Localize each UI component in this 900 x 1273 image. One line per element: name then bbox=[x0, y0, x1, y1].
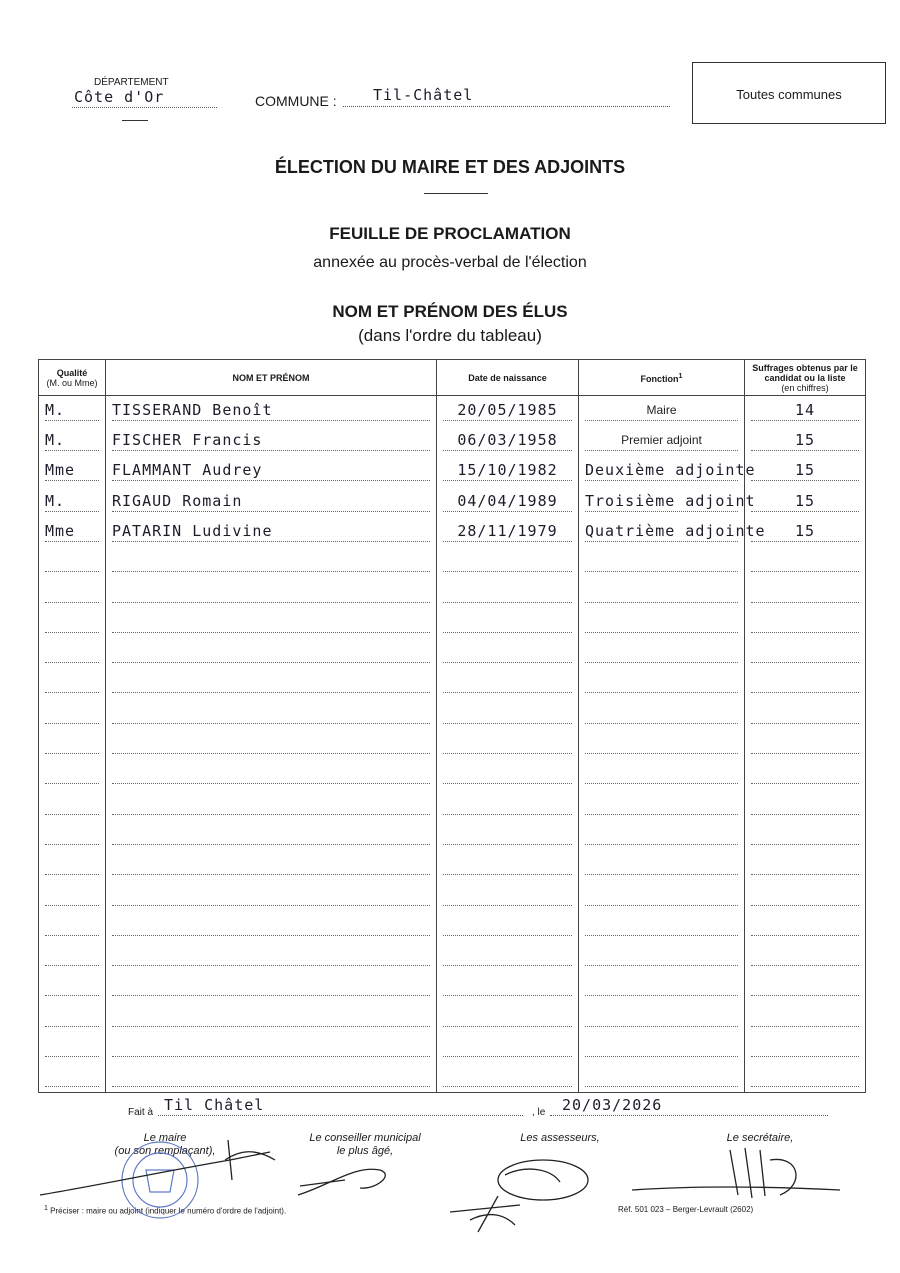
cell-qualite bbox=[39, 456, 106, 486]
commune-label: COMMUNE : bbox=[255, 93, 337, 109]
dotted-line bbox=[443, 1034, 572, 1057]
date-value: 15/10/1982 bbox=[443, 458, 572, 481]
cell-suffrages-empty bbox=[745, 1032, 866, 1062]
table-row bbox=[39, 517, 866, 547]
cell-fonction-empty bbox=[579, 911, 745, 941]
cell-qualite-empty bbox=[39, 850, 106, 880]
cell-nom bbox=[106, 517, 437, 547]
dotted-line bbox=[45, 731, 99, 754]
dotted-line bbox=[112, 701, 430, 724]
cell-suffrages bbox=[745, 456, 866, 486]
cell-nom-empty bbox=[106, 941, 437, 971]
dotted-line bbox=[751, 1034, 859, 1057]
cell-suffrages-empty bbox=[745, 820, 866, 850]
dotted-line bbox=[443, 792, 572, 815]
dotted-line bbox=[112, 549, 430, 572]
cell-fonction-empty bbox=[579, 971, 745, 1001]
dotted-line bbox=[443, 731, 572, 754]
cell-qualite-empty bbox=[39, 698, 106, 728]
cell-suffrages-empty bbox=[745, 638, 866, 668]
cell-date-empty bbox=[437, 638, 579, 668]
suffrages-value: 15 bbox=[751, 458, 859, 481]
secretaire-signature-label: Le secrétaire, bbox=[726, 1132, 794, 1144]
cell-date bbox=[437, 517, 579, 547]
dotted-line bbox=[112, 610, 430, 633]
dotted-line bbox=[112, 883, 430, 906]
cell-date bbox=[437, 426, 579, 456]
secretaire-signature bbox=[632, 1148, 840, 1198]
dotted-line bbox=[112, 1004, 430, 1027]
table-row-empty bbox=[39, 577, 866, 607]
table-row bbox=[39, 456, 866, 486]
cell-fonction-empty bbox=[579, 577, 745, 607]
dotted-line bbox=[443, 943, 572, 966]
dotted-line bbox=[45, 670, 99, 693]
qualite-value: Mme bbox=[45, 519, 99, 542]
title-divider bbox=[424, 193, 488, 194]
cell-fonction-empty bbox=[579, 729, 745, 759]
cell-nom-empty bbox=[106, 759, 437, 789]
dotted-line bbox=[585, 731, 738, 754]
nom-value: TISSERAND Benoît bbox=[112, 398, 430, 421]
dotted-line bbox=[443, 670, 572, 693]
conseiller-signature-label: Le conseiller municipal le plus âgé, bbox=[309, 1132, 421, 1157]
cell-nom-empty bbox=[106, 820, 437, 850]
dotted-line bbox=[585, 1004, 738, 1027]
cell-fonction bbox=[579, 426, 745, 456]
fonction-value: Deuxième adjointe bbox=[585, 458, 738, 481]
dotted-line bbox=[751, 580, 859, 603]
fonction-value: Maire bbox=[585, 398, 738, 421]
dotted-line bbox=[443, 973, 572, 996]
cell-suffrages-empty bbox=[745, 941, 866, 971]
cell-nom-empty bbox=[106, 880, 437, 910]
dotted-line bbox=[443, 701, 572, 724]
cell-nom-empty bbox=[106, 1032, 437, 1062]
cell-suffrages-empty bbox=[745, 880, 866, 910]
nom-value: FLAMMANT Audrey bbox=[112, 458, 430, 481]
cell-suffrages-empty bbox=[745, 789, 866, 819]
qualite-value: M. bbox=[45, 489, 99, 512]
cell-date-empty bbox=[437, 789, 579, 819]
dotted-line bbox=[112, 822, 430, 845]
dotted-line bbox=[443, 1064, 572, 1087]
cell-fonction-empty bbox=[579, 850, 745, 880]
table-row-empty bbox=[39, 729, 866, 759]
table-row-empty bbox=[39, 850, 866, 880]
cell-suffrages-empty bbox=[745, 759, 866, 789]
toutes-communes-box: Toutes communes bbox=[692, 62, 886, 124]
dotted-line bbox=[751, 549, 859, 572]
cell-suffrages-empty bbox=[745, 577, 866, 607]
cell-suffrages-empty bbox=[745, 850, 866, 880]
dotted-line bbox=[751, 1064, 859, 1087]
cell-suffrages-empty bbox=[745, 1001, 866, 1031]
dotted-line bbox=[45, 549, 99, 572]
dotted-line bbox=[112, 640, 430, 663]
cell-nom-empty bbox=[106, 547, 437, 577]
dotted-line bbox=[45, 1004, 99, 1027]
dotted-line bbox=[45, 792, 99, 815]
dotted-line bbox=[45, 1034, 99, 1057]
table-row-empty bbox=[39, 638, 866, 668]
qualite-value: M. bbox=[45, 398, 99, 421]
cell-fonction bbox=[579, 456, 756, 486]
dotted-line bbox=[112, 913, 430, 936]
cell-date bbox=[437, 456, 579, 486]
document-title: ÉLECTION DU MAIRE ET DES ADJOINTS bbox=[274, 157, 626, 177]
table-row-empty bbox=[39, 911, 866, 941]
dotted-line bbox=[751, 852, 859, 875]
cell-date-empty bbox=[437, 668, 579, 698]
table-row-empty bbox=[39, 971, 866, 1001]
table-row bbox=[39, 486, 866, 516]
cell-qualite bbox=[39, 426, 106, 456]
dotted-line bbox=[751, 610, 859, 633]
header-fonction: Fonction$^1$ bbox=[579, 360, 745, 396]
footnote: $^1$ Préciser : maire ou adjoint (indiquer le numéro d'ordre de l'adjoint). bbox=[44, 1205, 287, 1216]
cell-fonction-empty bbox=[579, 820, 745, 850]
dotted-line bbox=[45, 913, 99, 936]
dotted-line bbox=[751, 822, 859, 845]
cell-fonction-empty bbox=[579, 547, 745, 577]
cell-nom-empty bbox=[106, 971, 437, 1001]
dotted-line bbox=[751, 701, 859, 724]
cell-date-empty bbox=[437, 1062, 579, 1092]
dotted-line bbox=[751, 731, 859, 754]
elected-officials-table bbox=[38, 359, 866, 1093]
table-row-empty bbox=[39, 1062, 866, 1092]
cell-nom-empty bbox=[106, 1001, 437, 1031]
dotted-line bbox=[45, 822, 99, 845]
cell-suffrages bbox=[745, 426, 866, 456]
dotted-line bbox=[45, 1064, 99, 1087]
cell-qualite-empty bbox=[39, 668, 106, 698]
assesseur-signature bbox=[450, 1160, 588, 1232]
dotted-line bbox=[443, 913, 572, 936]
cell-qualite-empty bbox=[39, 911, 106, 941]
cell-date bbox=[437, 396, 579, 426]
cell-suffrages-empty bbox=[745, 971, 866, 1001]
dotted-line bbox=[751, 973, 859, 996]
conseiller-signature bbox=[298, 1169, 385, 1195]
dotted-line bbox=[45, 701, 99, 724]
cell-date-empty bbox=[437, 698, 579, 728]
cell-fonction-empty bbox=[579, 638, 745, 668]
cell-nom-empty bbox=[106, 638, 437, 668]
qualite-value: Mme bbox=[45, 458, 99, 481]
dotted-line bbox=[112, 852, 430, 875]
dotted-line bbox=[45, 610, 99, 633]
cell-date-empty bbox=[437, 577, 579, 607]
cell-nom bbox=[106, 456, 437, 486]
cell-qualite-empty bbox=[39, 547, 106, 577]
cell-nom-empty bbox=[106, 577, 437, 607]
table-row-empty bbox=[39, 698, 866, 728]
cell-fonction-empty bbox=[579, 608, 745, 638]
dotted-line bbox=[112, 1034, 430, 1057]
cell-date-empty bbox=[437, 911, 579, 941]
cell-suffrages bbox=[745, 396, 866, 426]
dotted-line bbox=[585, 852, 738, 875]
nom-value: PATARIN Ludivine bbox=[112, 519, 430, 542]
date-value: 28/11/1979 bbox=[443, 519, 572, 542]
cell-suffrages-empty bbox=[745, 547, 866, 577]
dotted-line bbox=[112, 792, 430, 815]
cell-suffrages-empty bbox=[745, 1062, 866, 1092]
fait-a-value: Til Châtel bbox=[158, 1096, 523, 1116]
section-title: NOM ET PRÉNOM DES ÉLUS bbox=[332, 302, 568, 321]
header-date: Date de naissance bbox=[437, 360, 579, 396]
cell-date-empty bbox=[437, 759, 579, 789]
cell-qualite-empty bbox=[39, 820, 106, 850]
cell-fonction bbox=[579, 396, 745, 426]
fait-a-label: Fait à bbox=[128, 1107, 154, 1118]
sheet-subtitle: annexée au procès-verbal de l'élection bbox=[313, 254, 587, 271]
cell-qualite-empty bbox=[39, 638, 106, 668]
cell-fonction bbox=[579, 517, 766, 547]
date-value: 04/04/1989 bbox=[443, 489, 572, 512]
cell-nom bbox=[106, 486, 437, 516]
cell-fonction-empty bbox=[579, 1062, 745, 1092]
departement-divider bbox=[122, 120, 148, 121]
dotted-line bbox=[585, 973, 738, 996]
dotted-line bbox=[443, 761, 572, 784]
cell-fonction-empty bbox=[579, 941, 745, 971]
cell-nom bbox=[106, 426, 437, 456]
table-header-row bbox=[39, 360, 866, 396]
suffrages-value: 15 bbox=[751, 489, 859, 512]
header-suffrages: Suffrages obtenus par le candidat ou la liste (en chiffres) bbox=[745, 360, 866, 396]
dotted-line bbox=[585, 701, 738, 724]
cell-date-empty bbox=[437, 941, 579, 971]
cell-qualite-empty bbox=[39, 1062, 106, 1092]
table-row-empty bbox=[39, 668, 866, 698]
dotted-line bbox=[585, 761, 738, 784]
table-row-empty bbox=[39, 1032, 866, 1062]
dotted-line bbox=[443, 640, 572, 663]
dotted-line bbox=[112, 731, 430, 754]
cell-nom-empty bbox=[106, 850, 437, 880]
cell-date-empty bbox=[437, 850, 579, 880]
cell-date-empty bbox=[437, 820, 579, 850]
cell-qualite bbox=[39, 486, 106, 516]
date-value: 20/03/2026 bbox=[550, 1096, 828, 1116]
dotted-line bbox=[751, 792, 859, 815]
cell-date-empty bbox=[437, 880, 579, 910]
dotted-line bbox=[751, 761, 859, 784]
sheet-title: FEUILLE DE PROCLAMATION bbox=[329, 224, 571, 243]
dotted-line bbox=[585, 822, 738, 845]
cell-qualite-empty bbox=[39, 729, 106, 759]
cell-fonction-empty bbox=[579, 1032, 745, 1062]
cell-fonction-empty bbox=[579, 698, 745, 728]
dotted-line bbox=[585, 943, 738, 966]
table-body bbox=[39, 396, 866, 1093]
table-row-empty bbox=[39, 1001, 866, 1031]
dotted-line bbox=[112, 670, 430, 693]
dotted-line bbox=[112, 580, 430, 603]
dotted-line bbox=[45, 580, 99, 603]
table-row-empty bbox=[39, 759, 866, 789]
dotted-line bbox=[751, 670, 859, 693]
dotted-line bbox=[443, 852, 572, 875]
cell-qualite-empty bbox=[39, 1001, 106, 1031]
section-subtitle: (dans l'ordre du tableau) bbox=[358, 326, 542, 345]
dotted-line bbox=[751, 913, 859, 936]
dotted-line bbox=[443, 610, 572, 633]
date-label: , le bbox=[532, 1107, 546, 1118]
fonction-value: Troisième adjoint bbox=[585, 489, 738, 512]
fonction-value: Premier adjoint bbox=[585, 428, 738, 451]
dotted-line bbox=[443, 883, 572, 906]
dotted-line bbox=[45, 852, 99, 875]
cell-qualite bbox=[39, 517, 106, 547]
cell-date-empty bbox=[437, 1001, 579, 1031]
cell-fonction-empty bbox=[579, 759, 745, 789]
dotted-line bbox=[45, 640, 99, 663]
maire-signature-label: Le maire (ou son remplaçant), bbox=[114, 1132, 216, 1157]
nom-value: FISCHER Francis bbox=[112, 428, 430, 451]
date-value: 06/03/1958 bbox=[443, 428, 572, 451]
cell-nom-empty bbox=[106, 789, 437, 819]
dotted-line bbox=[585, 670, 738, 693]
table-row-empty bbox=[39, 941, 866, 971]
cell-fonction-empty bbox=[579, 789, 745, 819]
cell-nom-empty bbox=[106, 729, 437, 759]
cell-nom-empty bbox=[106, 668, 437, 698]
cell-date-empty bbox=[437, 971, 579, 1001]
commune-value: Til-Châtel bbox=[343, 86, 670, 107]
cell-qualite-empty bbox=[39, 759, 106, 789]
cell-fonction-empty bbox=[579, 1001, 745, 1031]
table-row-empty bbox=[39, 880, 866, 910]
dotted-line bbox=[443, 822, 572, 845]
dotted-line bbox=[112, 943, 430, 966]
cell-qualite-empty bbox=[39, 971, 106, 1001]
dotted-line bbox=[45, 943, 99, 966]
dotted-line bbox=[585, 580, 738, 603]
dotted-line bbox=[443, 580, 572, 603]
dotted-line bbox=[585, 913, 738, 936]
cell-nom bbox=[106, 396, 437, 426]
cell-nom-empty bbox=[106, 911, 437, 941]
table-row-empty bbox=[39, 789, 866, 819]
suffrages-value: 15 bbox=[751, 428, 859, 451]
cell-suffrages bbox=[745, 517, 866, 547]
cell-suffrages bbox=[745, 486, 866, 516]
cell-date-empty bbox=[437, 608, 579, 638]
cell-suffrages-empty bbox=[745, 729, 866, 759]
dotted-line bbox=[45, 883, 99, 906]
dotted-line bbox=[112, 761, 430, 784]
dotted-line bbox=[585, 792, 738, 815]
dotted-line bbox=[585, 1064, 738, 1087]
assesseurs-signature-label: Les assesseurs, bbox=[520, 1132, 600, 1144]
form-reference: Réf. 501 023 – Berger-Levrault (2602) bbox=[618, 1205, 754, 1214]
cell-fonction-empty bbox=[579, 668, 745, 698]
cell-qualite-empty bbox=[39, 941, 106, 971]
header-nom: NOM ET PRÉNOM bbox=[106, 360, 437, 396]
header-qualite: Qualité (M. ou Mme) bbox=[39, 360, 106, 396]
dotted-line bbox=[112, 1064, 430, 1087]
qualite-value: M. bbox=[45, 428, 99, 451]
departement-label: DÉPARTEMENT bbox=[94, 77, 169, 88]
departement-value: Côte d'Or bbox=[72, 88, 217, 108]
dotted-line bbox=[112, 973, 430, 996]
cell-suffrages-empty bbox=[745, 698, 866, 728]
cell-suffrages-empty bbox=[745, 911, 866, 941]
fonction-value: Quatrième adjointe bbox=[585, 519, 738, 542]
cell-qualite bbox=[39, 396, 106, 426]
cell-qualite-empty bbox=[39, 608, 106, 638]
table-row-empty bbox=[39, 820, 866, 850]
cell-qualite-empty bbox=[39, 789, 106, 819]
dotted-line bbox=[443, 1004, 572, 1027]
dotted-line bbox=[751, 943, 859, 966]
cell-fonction bbox=[579, 486, 756, 516]
cell-nom-empty bbox=[106, 1062, 437, 1092]
cell-suffrages-empty bbox=[745, 668, 866, 698]
dotted-line bbox=[585, 640, 738, 663]
cell-qualite-empty bbox=[39, 577, 106, 607]
cell-qualite-empty bbox=[39, 880, 106, 910]
cell-date bbox=[437, 486, 579, 516]
dotted-line bbox=[45, 973, 99, 996]
dotted-line bbox=[443, 549, 572, 572]
cell-qualite-empty bbox=[39, 1032, 106, 1062]
dotted-line bbox=[585, 549, 738, 572]
table-row-empty bbox=[39, 547, 866, 577]
table-row-empty bbox=[39, 608, 866, 638]
cell-date-empty bbox=[437, 729, 579, 759]
suffrages-value: 14 bbox=[751, 398, 859, 421]
cell-fonction-empty bbox=[579, 880, 745, 910]
dotted-line bbox=[751, 640, 859, 663]
dotted-line bbox=[751, 883, 859, 906]
cell-date-empty bbox=[437, 547, 579, 577]
dotted-line bbox=[585, 610, 738, 633]
dotted-line bbox=[751, 1004, 859, 1027]
cell-nom-empty bbox=[106, 608, 437, 638]
table-row bbox=[39, 426, 866, 456]
cell-nom-empty bbox=[106, 698, 437, 728]
table-row bbox=[39, 396, 866, 426]
cell-date-empty bbox=[437, 1032, 579, 1062]
nom-value: RIGAUD Romain bbox=[112, 489, 430, 512]
dotted-line bbox=[585, 883, 738, 906]
cell-suffrages-empty bbox=[745, 608, 866, 638]
suffrages-value: 15 bbox=[751, 519, 859, 542]
dotted-line bbox=[585, 1034, 738, 1057]
date-value: 20/05/1985 bbox=[443, 398, 572, 421]
dotted-line bbox=[45, 761, 99, 784]
